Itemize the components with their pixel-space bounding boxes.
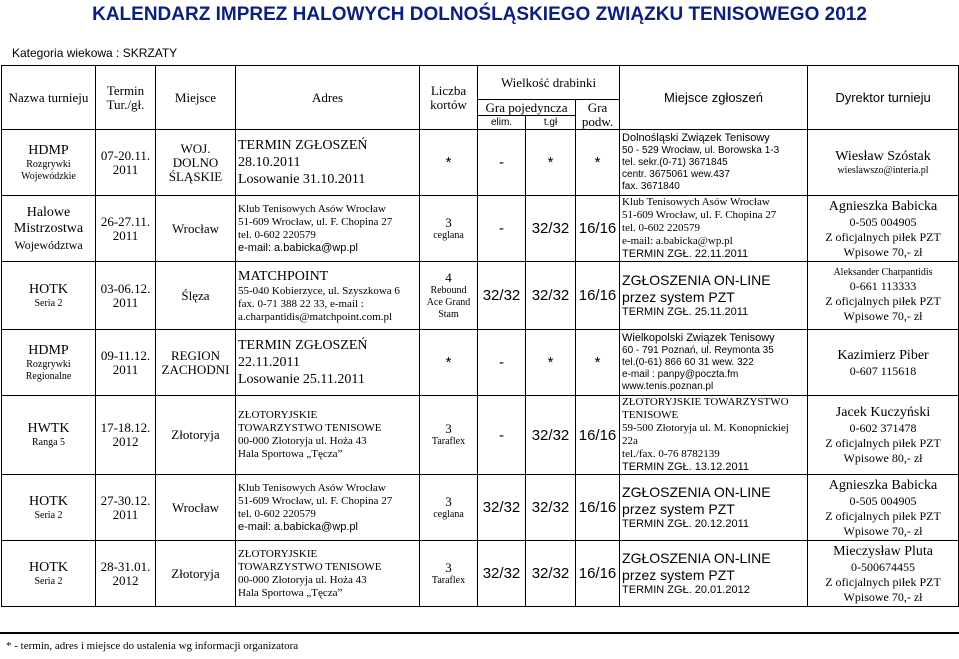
entry-line: Klub Tenisowych Asów Wrocław [622,196,770,208]
event-place: Ślęza [156,262,236,330]
entry-line: 60 - 791 Poznań, ul. Reymonta 35 [622,345,774,356]
event-address [236,196,420,262]
event-name: HOTK [29,559,68,575]
address-line: ZŁOTORYJSKIE [238,409,318,421]
table-row [2,541,959,607]
event-name: HDMP [28,342,69,358]
table-row [2,130,959,196]
address-line: Klub Tenisowych Asów Wrocław [238,481,386,494]
col-doubles: Gra podw. [576,100,620,130]
event-place: Wrocław [156,196,236,262]
event-term: 03-06.12. 2011 [96,262,156,330]
court-surface: ceglana [433,508,464,520]
entry-line: tel.(0-61) 866 60 31 wew. 322 [622,357,754,368]
director-line: Mieczysław Pluta [833,543,933,559]
director-info [808,130,959,196]
entry-line: ZGŁOSZENIA ON-LINE [622,550,771,566]
event-name: HOTK [29,281,68,297]
courts-count: 3 [445,493,452,509]
event-name: HWTK [27,421,70,436]
entry-line: fax. 3671840 [622,181,680,192]
entry-info [620,396,808,475]
event-term: 07-20.11. 2011 [96,130,156,196]
entry-line: TERMIN ZGŁ. 20.01.2012 [622,584,750,596]
col-entries: Miejsce zgłoszeń [620,66,808,130]
director-line: 0-602 371478 [849,421,917,435]
director-line: 0-500674455 [851,559,916,574]
event-term: 26-27.11. 2011 [96,196,156,262]
draw-elim: - [478,330,526,396]
event-address [236,396,420,475]
event-address [236,262,420,330]
event-place: Złotoryja [156,541,236,607]
event-place: Złotoryja [156,396,236,475]
entry-line: TENISOWE [622,409,679,421]
event-address [236,475,420,541]
col-director: Dyrektor turnieju [808,66,959,130]
address-line: 55-040 Kobierzyce, ul. Szyszkowa 6 [238,284,400,297]
entry-line: 50 - 529 Wrocław, ul. Borowska 1-3 [622,145,780,156]
event-name-cell [2,475,96,541]
courts-cell [420,396,478,475]
draw-doubles: 16/16 [576,196,620,262]
draw-doubles: 16/16 [576,541,620,607]
draw-elim: 32/32 [478,541,526,607]
event-term: 27-30.12. 2011 [96,475,156,541]
draw-main: 32/32 [526,541,576,607]
entry-info [620,475,808,541]
entry-line: centr. 3675061 wew.437 [622,169,730,180]
entry-info [620,330,808,396]
director-line: Wiesław Szóstak [835,149,931,164]
director-info [808,475,959,541]
col-address: Adres [236,66,420,130]
event-place: Wrocław [156,475,236,541]
event-name-cell [2,541,96,607]
address-line: a.charpantidis@matchpoint.com.pl [238,310,393,323]
event-term: 28-31.01. 2012 [96,541,156,607]
entry-line: przez system PZT [622,567,735,583]
entry-line: tel. 0-602 220579 [622,222,700,234]
director-line: Wpisowe 70,- zł [843,523,923,538]
court-surface: Taraflex [431,574,466,586]
event-term: 09-11.12. 2011 [96,330,156,396]
courts-count: 3 [445,559,452,575]
director-line: Z oficjalnych piłek PZT [825,229,941,244]
courts-cell [420,475,478,541]
director-line: 0-505 004905 [849,214,917,229]
entry-line: ZŁOTORYJSKIE TOWARZYSTWO [622,396,789,408]
table-row [2,475,959,541]
entry-info [620,130,808,196]
entry-line: Dolnośląski Związek Tenisowy [622,132,770,144]
event-place: REGION ZACHODNI [156,330,236,396]
entry-line: tel. sekr.(0-71) 3671845 [622,157,728,168]
draw-doubles: * [576,130,620,196]
event-name-cell [2,196,96,262]
entry-line: TERMIN ZGŁ. 13.12.2011 [622,461,749,473]
entry-info [620,541,808,607]
event-subname: Województwa [14,237,83,252]
entry-line: ZGŁOSZENIA ON-LINE [622,484,771,500]
event-name-cell [2,330,96,396]
draw-main: 32/32 [526,196,576,262]
director-info [808,541,959,607]
entry-line: tel./fax. 0-76 8782139 [622,448,720,460]
court-surface: ceglana [433,229,464,241]
director-info [808,396,959,475]
event-name: HOTK [29,493,68,509]
courts-value: * [445,353,452,371]
draw-elim: - [478,396,526,475]
address-line: e-mail: a.babicka@wp.pl [238,241,358,254]
courts-count: 3 [445,214,452,230]
col-place: Miejsce [156,66,236,130]
address-line: TERMIN ZGŁOSZEŃ [238,138,368,153]
table-row [2,196,959,262]
draw-doubles: 16/16 [576,475,620,541]
director-line: 0-607 115618 [849,363,917,378]
director-line: Wpisowe 80,- zł [843,451,923,465]
address-line: 00-000 Złotoryja ul. Hoża 43 [238,435,367,447]
table-row [2,330,959,396]
entry-line: przez system PZT [622,289,735,305]
director-line: Wpisowe 70,- zł [843,589,923,604]
entry-line: e-mail : panpy@poczta.fm [622,369,739,380]
event-address [236,130,420,196]
address-line: tel. 0-602 220579 [238,228,316,241]
address-line: 51-609 Wrocław, ul. F. Chopina 27 [238,215,393,228]
entry-line: 51-609 Wrocław, ul. F. Chopina 27 [622,209,777,221]
entry-info [620,196,808,262]
address-line: TOWARZYSTWO TENISOWE [238,560,382,573]
draw-elim: 32/32 [478,262,526,330]
event-term: 17-18.12. 2012 [96,396,156,475]
event-subname: Ranga 5 [31,437,66,448]
draw-elim: - [478,196,526,262]
col-term: Termin Tur./gł. [96,66,156,130]
entry-line: TERMIN ZGŁ. 22.11.2011 [622,248,749,260]
address-line: 51-609 Wrocław, ul. F. Chopina 27 [238,494,393,507]
event-name-cell [2,130,96,196]
court-surface: Rebound Ace Grand Stam [426,284,471,320]
col-courts: Liczba kortów [420,66,478,130]
event-subname: Rozgrywki Regionalne [25,358,72,382]
address-line: TOWARZYSTWO TENISOWE [238,422,382,434]
event-address [236,541,420,607]
courts-cell [420,541,478,607]
courts-cell [420,130,478,196]
age-category: Kategoria wiekowa : SKRZATY [12,46,178,60]
address-line: 00-000 Złotoryja ul. Hoża 43 [238,573,367,586]
entry-info [620,262,808,330]
address-line: Klub Tenisowych Asów Wrocław [238,202,386,215]
director-line: wieslawszo@interia.pl [837,165,929,176]
header-row [2,66,959,100]
table-row [2,262,959,330]
address-line: ZŁOTORYJSKIE [238,547,318,560]
courts-cell [420,330,478,396]
draw-main: 32/32 [526,475,576,541]
address-line: tel. 0-602 220579 [238,507,316,520]
draw-main: 32/32 [526,396,576,475]
courts-count: 4 [445,269,452,285]
address-line: e-mail: a.babicka@wp.pl [238,520,358,533]
event-name-cell [2,262,96,330]
address-line: TERMIN ZGŁOSZEŃ [238,338,368,353]
address-line: MATCHPOINT [238,268,329,284]
address-line: 28.10.2011 [238,155,301,170]
event-name: HDMP [28,142,69,158]
entry-line: TERMIN ZGŁ. 25.11.2011 [622,306,749,318]
address-line: Losowanie 31.10.2011 [238,172,366,187]
entry-line: e-mail: a.babicka@wp.pl [622,235,733,247]
director-line: Wpisowe 70,- zł [843,309,923,323]
event-subname: Seria 2 [34,575,63,587]
col-main: t.gł [526,116,576,130]
director-line: Z oficjalnych piłek PZT [825,436,941,450]
draw-main: * [526,330,576,396]
draw-main: * [526,130,576,196]
director-line: Agnieszka Babicka [828,198,938,214]
director-line: Aleksander Charpantidis [833,267,933,278]
footnote: * - termin, adres i miejsce do ustalenia wg informacji organizatora [0,632,959,652]
courts-cell [420,196,478,262]
entry-line: TERMIN ZGŁ. 20.12.2011 [622,518,749,530]
director-line: Agnieszka Babicka [828,477,938,493]
address-line: 22.11.2011 [238,355,300,370]
courts-count: 3 [445,421,452,436]
page-title: KALENDARZ IMPREZ HALOWYCH DOLNOŚLĄSKIEGO ZWIĄZKU TENISOWEGO 2012 [92,4,867,25]
table-row [2,396,959,475]
event-name-cell [2,396,96,475]
director-info [808,330,959,396]
director-line: Z oficjalnych piłek PZT [825,508,941,523]
event-subname: Seria 2 [34,509,63,521]
address-line: Losowanie 25.11.2011 [238,372,365,387]
event-name: Halowe Mistrzostwa [13,204,84,236]
address-line: Hala Sportowa „Tęcza” [238,586,343,599]
director-line: Wpisowe 70,- zł [843,244,923,259]
draw-doubles: * [576,330,620,396]
entry-line: 59-500 Złotoryja ul. M. Konopnickiej 22a [622,422,789,447]
entry-line: Wielkopolski Związek Tenisowy [622,332,775,344]
draw-elim: 32/32 [478,475,526,541]
draw-doubles: 16/16 [576,396,620,475]
draw-doubles: 16/16 [576,262,620,330]
address-line: fax. 0-71 388 22 33, e-mail : [238,297,364,310]
entry-line: przez system PZT [622,501,735,517]
calendar-table [1,65,959,607]
draw-main: 32/32 [526,262,576,330]
col-elim: elim. [478,116,526,130]
entry-line: www.tenis.poznan.pl [622,381,714,392]
director-info [808,196,959,262]
event-subname: Rozgrywki Wojewódzkie [21,158,76,182]
director-line: 0-505 004905 [849,493,917,508]
col-name: Nazwa turnieju [2,66,96,130]
draw-elim: - [478,130,526,196]
director-line: 0-661 113333 [849,279,917,293]
courts-cell [420,262,478,330]
event-place: WOJ. DOLNO ŚLĄSKIE [156,130,236,196]
director-line: Kazimierz Piber [837,347,929,363]
director-line: Z oficjalnych piłek PZT [825,294,941,308]
col-singles: Gra pojedyncza [478,100,576,116]
court-surface: Taraflex [431,436,466,447]
courts-value: * [445,153,452,171]
director-info [808,262,959,330]
entry-line: ZGŁOSZENIA ON-LINE [622,272,771,288]
event-address [236,330,420,396]
director-line: Z oficjalnych piłek PZT [825,574,941,589]
address-line: Hala Sportowa „Tęcza” [238,448,343,460]
director-line: Jacek Kuczyński [835,405,931,420]
event-subname: Seria 2 [34,297,63,309]
col-draw: Wielkość drabinki [478,66,620,100]
